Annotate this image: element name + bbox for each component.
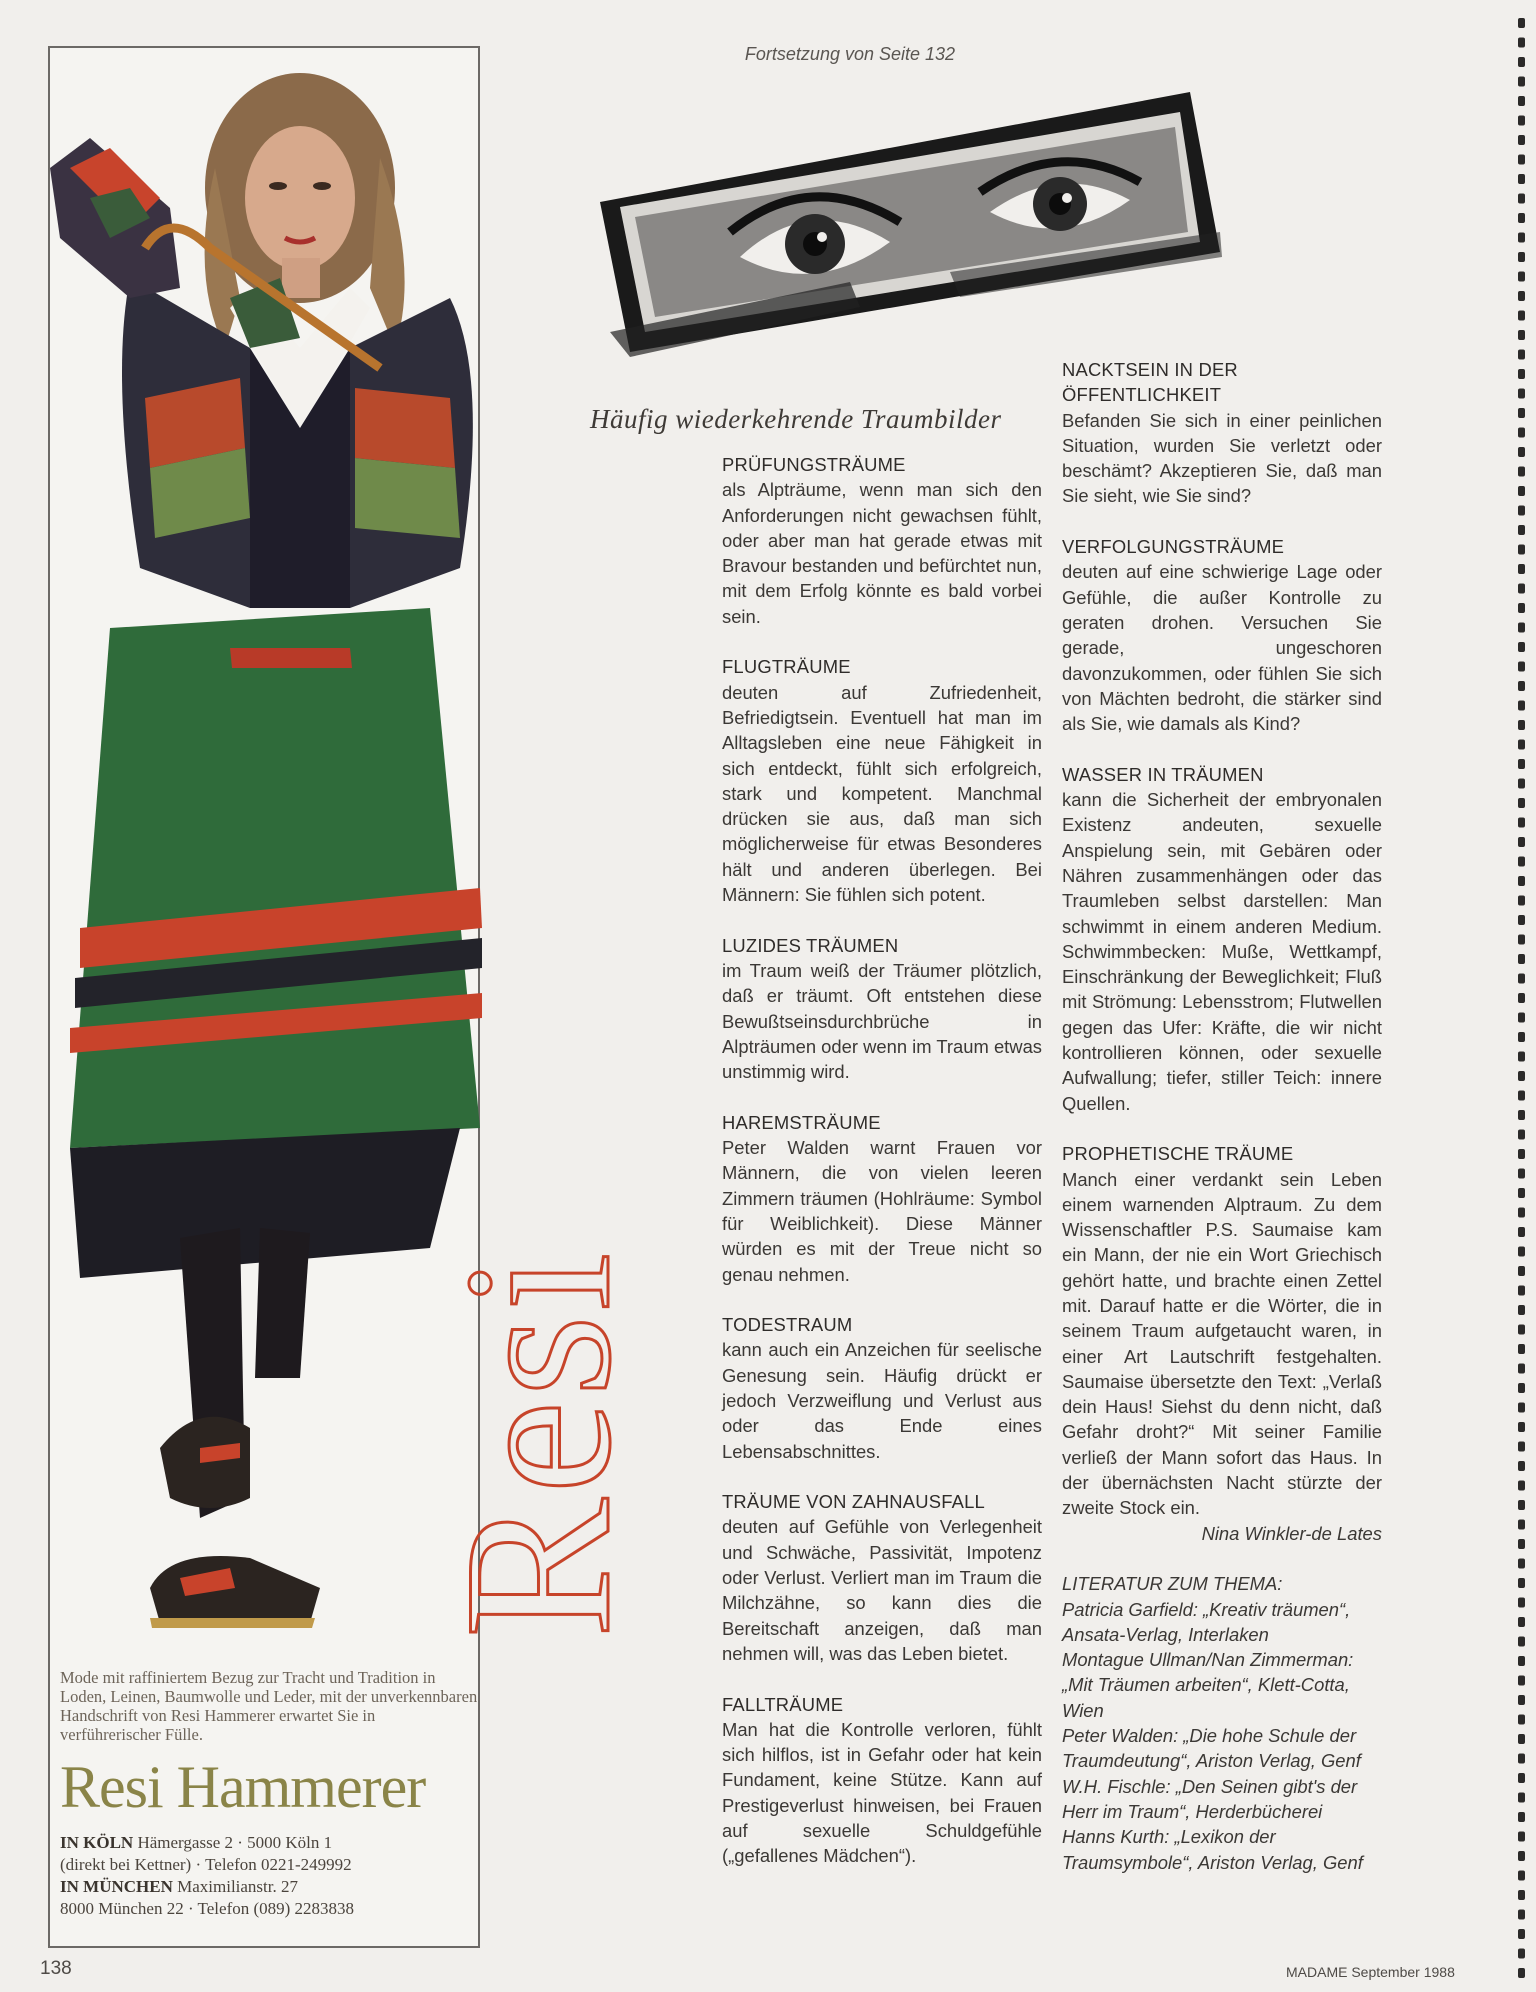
dream-entry [722,1110,1042,1287]
entry-text: Befanden Sie sich in einer peinlichen Situation, wurden Sie verletzt oder beschämt? Akzeptieren Sie, daß man Sie sieht, wie Sie sind? [1062,409,1382,507]
binding-hole [1518,896,1525,906]
entry-heading: FLUGTRÄUME [722,656,851,678]
binding-hole [1518,194,1525,204]
store-address-muenchen [60,1876,480,1920]
article-author: Nina Winkler-de Lates [1201,1522,1382,1544]
dream-entry [722,933,1042,1085]
binding-hole [1518,116,1525,126]
dream-entry [1062,1141,1382,1520]
binding-hole [1518,1208,1525,1218]
spiral-binding [1516,10,1528,1980]
binding-hole [1518,1461,1525,1471]
binding-hole [1518,545,1525,555]
binding-hole [1518,155,1525,165]
binding-hole [1518,1656,1525,1666]
binding-hole [1518,1578,1525,1588]
binding-hole [1518,1559,1525,1569]
binding-hole [1518,993,1525,1003]
store-street: Maximilianstr. 27 [177,1877,298,1896]
binding-hole [1518,1890,1525,1900]
binding-hole [1518,506,1525,516]
binding-hole [1518,1344,1525,1354]
binding-hole [1518,1169,1525,1179]
article-column-1 [722,452,1042,1894]
binding-hole [1518,486,1525,496]
binding-hole [1518,974,1525,984]
binding-hole [1518,1305,1525,1315]
entry-text: kann die Sicherheit der embryonalen Existenz andeuten, sexuelle Anspielung sein, mit Gebären oder Nähren zusammenhängen oder das Traumleben selbst darstellen: Man schwimmt in einem anderen Medium. Schwimmbecken: Muße, Wettkampf, Einschränkung der Beweglichkeit; Fluß mit Strömung: Lebensstrom; Flutwellen gegen das Ufer: Kräfte, die wir nicht kontrollieren können, oder sexuelle Aufwallung; tiefer, stiller Teich: innere Quellen. [1062,789,1382,1114]
binding-hole [1518,720,1525,730]
binding-hole [1518,77,1525,87]
article-column-2 [1062,357,1382,1875]
binding-hole [1518,1773,1525,1783]
binding-hole [1518,1929,1525,1939]
binding-hole [1518,1832,1525,1842]
literature-item: Montague Ullman/Nan Zimmerman: „Mit Träumen arbeiten“, Klett-Cotta, Wien [1062,1649,1354,1721]
binding-hole [1518,623,1525,633]
binding-hole [1518,740,1525,750]
binding-hole [1518,447,1525,457]
magazine-imprint: MADAME September 1988 [1286,1964,1455,1980]
section-title: Häufig wiederkehrende Traumbilder [590,404,1002,434]
binding-hole [1518,1071,1525,1081]
literature-item: Peter Walden: „Die hohe Schule der Traumdeutung“, Ariston Verlag, Genf [1062,1725,1361,1772]
brand-vertical-lettering: Resi [422,1248,654,1638]
dream-entry [1062,357,1382,509]
entry-heading: WASSER IN TRÄUMEN [1062,763,1264,785]
dream-entry [722,1489,1042,1666]
binding-hole [1518,135,1525,145]
binding-hole [1518,174,1525,184]
binding-hole [1518,1676,1525,1686]
binding-hole [1518,857,1525,867]
entry-heading: FALLTRÄUME [722,1693,844,1715]
entry-heading: NACKTSEIN IN DER ÖFFENTLICHKEIT [1062,359,1238,406]
entry-text: deuten auf Zufriedenheit, Befriedigtsein. Eventuell hat man im Alltagsleben eine neue Fähigkeit in sich entdeckt, fühlt sich erfolgreich, stark und kompetent. Manchmal drücken sie aus, daß man sich möglicherweise für etwas Besonderes hält und anderen überlegen. Bei Männern: Sie fühlen sich potent. [722,681,1042,906]
binding-hole [1518,564,1525,574]
binding-hole [1518,1695,1525,1705]
binding-hole [1518,759,1525,769]
entry-heading: VERFOLGUNGSTRÄUME [1062,536,1285,558]
binding-hole [1518,798,1525,808]
store-phone: (direkt bei Kettner) · Telefon 0221-249992 [60,1855,352,1874]
fashion-advertisement [48,46,654,1948]
binding-hole [1518,1754,1525,1764]
binding-hole [1518,1715,1525,1725]
binding-hole [1518,1188,1525,1198]
entry-text: Peter Walden warnt Frauen vor Männern, die von vielen leeren Zimmern träumen (Hohlräume: Symbol für Weiblichkeit). Diese Männer würden es mit der Treue nicht so genau nehmen. [722,1137,1042,1285]
entry-heading: PRÜFUNGSTRÄUME [722,454,906,475]
binding-hole [1518,1442,1525,1452]
binding-hole [1518,408,1525,418]
binding-hole [1518,1910,1525,1920]
entry-text: Manch einer verdankt sein Leben einem warnenden Alptraum. Zu dem Wissenschaftler P.S. Saumaise kam ein Mann, der nie ein Wort Griechisch gehört hatte, und brachte einen Zettel mit. Darauf hatte er die Wörter, die in seinem Traum aufgetaucht waren, in einer Art Lautschrift festgehalten. Saumaise übersetzte den Text: „Verlaß dein Haus! Siehst du denn nicht, daß Gefahr droht?“ Mit seiner Familie verließ der Mann sofort das Haus. In der übernächsten Nacht stürzte der zweite Stock ein. [1062,1168,1382,1519]
binding-hole [1518,272,1525,282]
entry-heading: HAREMSTRÄUME [722,1111,881,1133]
entry-heading: TODESTRAUM [722,1314,853,1336]
binding-hole [1518,603,1525,613]
dream-entry [1062,762,1382,1116]
binding-hole [1518,915,1525,925]
binding-hole [1518,311,1525,321]
binding-hole [1518,57,1525,67]
binding-hole [1518,330,1525,340]
continuation-note: Fortsetzung von Seite 132 [744,44,956,64]
binding-hole [1518,1734,1525,1744]
eyes-illustration [590,82,1230,362]
entry-text: als Alpträume, wenn man sich den Anforderungen nicht gewachsen fühlt, oder aber man hat gerade etwas mit Bravour bestanden und befürchtet nun, mit dem Erfolg könnte es bald vorbei sein. [722,479,1042,627]
binding-hole [1518,252,1525,262]
binding-hole [1518,1500,1525,1510]
binding-hole [1518,935,1525,945]
store-phone: 8000 München 22 · Telefon (089) 2283838 [60,1899,355,1918]
dream-entry [1062,534,1382,736]
store-street: Hämergasse 2 · 5000 Köln 1 [137,1833,333,1852]
binding-hole [1518,350,1525,360]
binding-hole [1518,1481,1525,1491]
binding-hole [1518,428,1525,438]
entry-heading: PROPHETISCHE TRÄUME [1062,1143,1294,1165]
binding-hole [1518,1013,1525,1023]
entry-heading: TRÄUME VON ZAHNAUSFALL [722,1491,985,1513]
binding-hole [1518,1364,1525,1374]
store-city: IN MÜNCHEN [60,1877,173,1896]
entry-text: kann auch ein Anzeichen für seelische Genesung sein. Häufig drückt er jedoch Verzweiflung und Verlust aus oder das Ende eines Lebensabschnittes. [722,1339,1042,1462]
binding-hole [1518,837,1525,847]
dream-entry [722,654,1042,907]
literature-heading: LITERATUR ZUM THEMA: [1062,1573,1283,1595]
binding-hole [1518,1403,1525,1413]
entry-text: Man hat die Kontrolle verloren, fühlt sich hilflos, ist in Gefahr oder hat kein Fundament, keine Stütze. Kann auf Prestigeverlust hinweisen, bei Frauen auf sexuelle Schuldgefühle („gefallenes Mädchen“). [722,1718,1042,1867]
binding-hole [1518,389,1525,399]
entry-heading: LUZIDES TRÄUMEN [722,934,899,956]
binding-hole [1518,642,1525,652]
binding-hole [1518,1422,1525,1432]
binding-hole [1518,1266,1525,1276]
binding-hole [1518,1227,1525,1237]
binding-hole [1518,96,1525,106]
binding-hole [1518,369,1525,379]
binding-hole [1518,1520,1525,1530]
binding-hole [1518,18,1525,28]
binding-hole [1518,1617,1525,1627]
binding-hole [1518,467,1525,477]
binding-hole [1518,1091,1525,1101]
binding-hole [1518,1598,1525,1608]
binding-hole [1518,779,1525,789]
binding-hole [1518,818,1525,828]
binding-hole [1518,1968,1525,1978]
binding-hole [1518,1286,1525,1296]
binding-hole [1518,1539,1525,1549]
binding-hole [1518,525,1525,535]
page-number: 138 [40,1958,72,1979]
literature-item: Hanns Kurth: „Lexikon der Traumsymbole“, Ariston Verlag, Genf [1062,1826,1363,1873]
entry-text: deuten auf eine schwierige Lage oder Gefühle, die außer Kontrolle zu geraten drohen. Versuchen Sie gerade, ungeschoren davonzukommen, oder fühlen Sie sich von Mächten bedroht, die stärker sind als Sie, wie damals als Kind? [1062,561,1382,735]
binding-hole [1518,1949,1525,1959]
entry-text: im Traum weiß der Träumer plötzlich, daß er träumt. Oft entstehen diese Bewußtseinsdurchbrüche in Alpträumen oder wenn im Traum etwas unstimmig wird. [722,959,1042,1083]
dream-entry [722,1312,1042,1464]
literature-item: W.H. Fischle: „Den Seinen gibt's der Herr im Traum“, Herderbücherei [1062,1775,1358,1822]
binding-hole [1518,1871,1525,1881]
entry-text: deuten auf Gefühle von Verlegenheit und Schwäche, Passivität, Impotenz oder Verlust. Verliert man im Traum die Milchzähne, so kann dies die Bereitschaft anzeigen, daß man nehmen will, was das Leben bietet. [722,1516,1042,1664]
binding-hole [1518,681,1525,691]
binding-hole [1518,1032,1525,1042]
store-addresses [60,1832,480,1920]
brand-logo: Resi Hammerer [60,1754,426,1820]
binding-hole [1518,1383,1525,1393]
binding-hole [1518,876,1525,886]
literature-list [1062,1571,1382,1875]
dream-entry [722,1692,1042,1869]
ad-copy-text: Mode mit raffiniertem Bezug zur Tracht und Tradition in Loden, Leinen, Baumwolle und Leder, mit der unverkennbaren Handschrift von Resi Hammerer erwartet Sie in verführerischer Fülle. [60,1668,478,1744]
binding-hole [1518,662,1525,672]
binding-hole [1518,233,1525,243]
literature-item: Patricia Garfield: „Kreativ träumen“, Ansata-Verlag, Interlaken [1062,1598,1351,1645]
store-city: IN KÖLN [60,1833,134,1852]
binding-hole [1518,1130,1525,1140]
binding-hole [1518,1851,1525,1861]
binding-hole [1518,1325,1525,1335]
binding-hole [1518,1637,1525,1647]
binding-hole [1518,1110,1525,1120]
dream-entry [722,452,1042,629]
store-address-koeln [60,1832,480,1876]
binding-hole [1518,213,1525,223]
binding-hole [1518,1247,1525,1257]
binding-hole [1518,954,1525,964]
binding-hole [1518,1149,1525,1159]
binding-hole [1518,1052,1525,1062]
binding-hole [1518,1793,1525,1803]
binding-hole [1518,291,1525,301]
binding-hole [1518,38,1525,48]
binding-hole [1518,701,1525,711]
binding-hole [1518,1812,1525,1822]
binding-hole [1518,584,1525,594]
